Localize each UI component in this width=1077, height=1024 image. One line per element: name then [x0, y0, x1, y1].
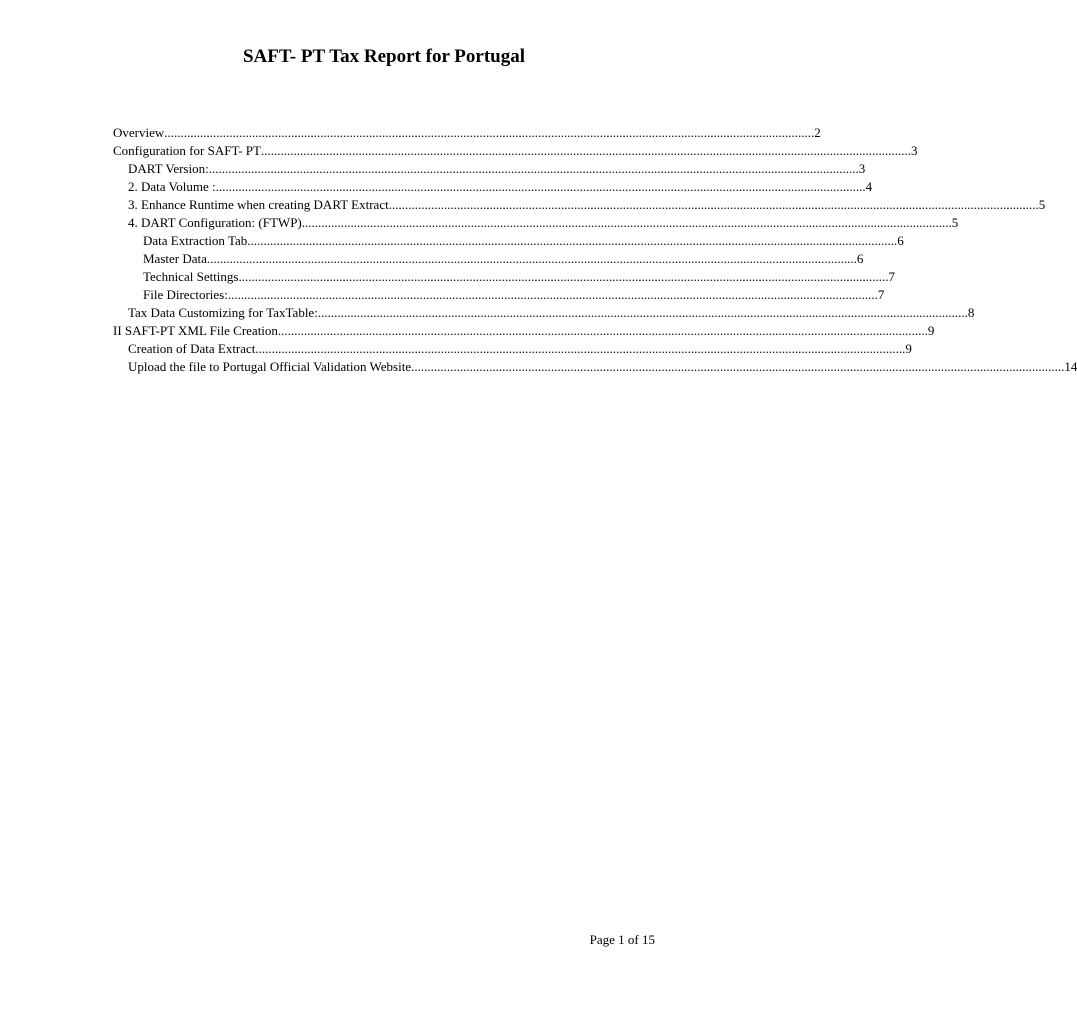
page-footer: Page 1 of 15: [589, 932, 655, 947]
toc-entry-creation-of-data-extract[interactable]: [113, 340, 912, 358]
toc-dot-leader: ........................................................................................................................................................................................................: [238, 269, 889, 284]
toc-entry-upload-file[interactable]: [113, 358, 1077, 376]
toc-page-number: 5: [1038, 197, 1046, 212]
toc-dot-leader: ........................................................................................................................................................................................................: [255, 341, 906, 356]
toc-entry-xml-file-creation[interactable]: [113, 322, 935, 340]
toc-entry-label: Configuration for SAFT- PT: [113, 143, 261, 158]
toc-dot-leader: ........................................................................................................................................................................................................: [414, 359, 1065, 374]
toc-dot-leader: ........................................................................................................................................................................................................: [388, 197, 1039, 212]
toc-entry-label: Technical Settings: [143, 269, 239, 284]
toc-entry-data-extraction-tab[interactable]: [113, 232, 904, 250]
toc-dot-leader: ........................................................................................................................................................................................................: [215, 179, 866, 194]
toc-dot-leader: ........................................................................................................................................................................................................: [317, 305, 968, 320]
toc-entry-enhance-runtime[interactable]: [113, 196, 1046, 214]
toc-dot-leader: ........................................................................................................................................................................................................: [247, 233, 898, 248]
toc-entry-label: Master Data: [143, 251, 207, 266]
toc-entry-dart-version[interactable]: [113, 160, 866, 178]
toc-page-number: 3: [858, 161, 866, 176]
toc-entry-label: 4. DART Configuration: (FTWP): [128, 215, 302, 230]
toc-entry-label: Upload the file to Portugal Official Validation Website.: [128, 359, 415, 374]
toc-page-number: 9: [927, 323, 935, 338]
table-of-contents: [113, 124, 1077, 376]
toc-dot-leader: ........................................................................................................................................................................................................: [206, 251, 857, 266]
document-title: SAFT- PT Tax Report for Portugal: [242, 46, 526, 67]
toc-page-number: 5: [951, 215, 959, 230]
toc-page-number: 2: [814, 125, 821, 140]
toc-entry-label: File Directories:: [143, 287, 228, 302]
toc-entry-configuration[interactable]: [113, 142, 918, 160]
toc-entry-label: Tax Data Customizing for TaxTable:: [128, 305, 318, 320]
toc-entry-label: Data Extraction Tab: [143, 233, 248, 248]
toc-page-number: 14: [1064, 359, 1077, 374]
toc-dot-leader: ........................................................................................................................................................................................................: [301, 215, 952, 230]
toc-entry-label: 2. Data Volume :: [128, 179, 216, 194]
toc-entry-tax-data-customizing[interactable]: [113, 304, 975, 322]
toc-entry-technical-settings[interactable]: [113, 268, 895, 286]
toc-page-number: 3: [910, 143, 918, 158]
toc-entry-data-volume[interactable]: [113, 178, 873, 196]
toc-entry-file-directories[interactable]: [113, 286, 885, 304]
toc-entry-label: 3. Enhance Runtime when creating DART Extract: [128, 197, 389, 212]
toc-dot-leader: ........................................................................................................................................................................................................: [277, 323, 928, 338]
toc-dot-leader: ........................................................................................................................................................................................................: [260, 143, 911, 158]
toc-dot-leader: ........................................................................................................................................................................................................: [164, 125, 815, 140]
toc-page-number: 6: [897, 233, 904, 248]
toc-page-number: 7: [888, 269, 895, 284]
toc-page-number: 6: [856, 251, 864, 266]
toc-entry-label: Creation of Data Extract: [128, 341, 256, 356]
toc-entry-dart-configuration[interactable]: [113, 214, 959, 232]
toc-entry-label: Overview: [113, 125, 165, 140]
toc-dot-leader: ........................................................................................................................................................................................................: [208, 161, 859, 176]
toc-dot-leader: ........................................................................................................................................................................................................: [227, 287, 878, 302]
toc-entry-label: II SAFT-PT XML File Creation: [113, 323, 278, 338]
toc-entry-label: DART Version:: [128, 161, 209, 176]
toc-entry-overview[interactable]: [113, 124, 821, 142]
toc-page-number: 4: [865, 179, 873, 194]
toc-page-number: 7: [877, 287, 885, 302]
toc-page-number: 8: [967, 305, 975, 320]
toc-entry-master-data[interactable]: [113, 250, 864, 268]
toc-page-number: 9: [905, 341, 912, 356]
